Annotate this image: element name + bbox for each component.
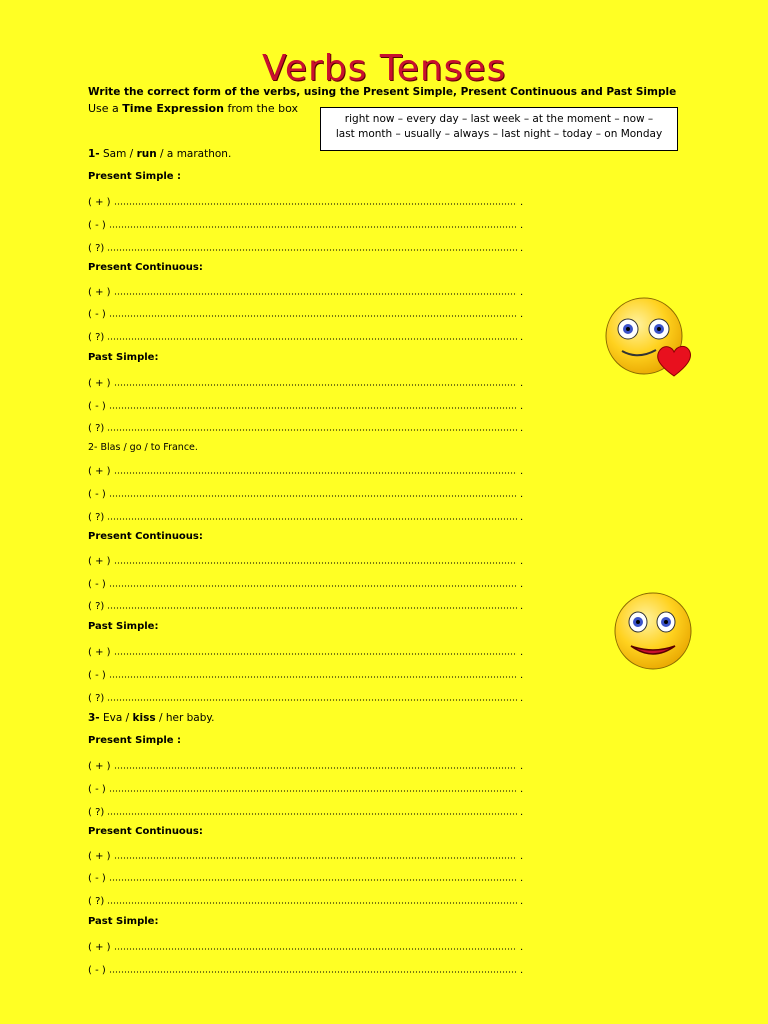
ex1-past-question-line[interactable] (88, 419, 528, 433)
ex2-ps-positive-line[interactable] (88, 462, 528, 476)
answer-dots (114, 645, 517, 655)
negative-mark: ( - ) (88, 965, 106, 975)
line-end: . (520, 309, 524, 319)
positive-mark: ( + ) (88, 197, 111, 207)
negative-mark: ( - ) (88, 220, 106, 230)
answer-dots (114, 285, 517, 295)
exercise-3-verb: kiss (132, 712, 156, 724)
ex2-ps-question-line[interactable] (88, 508, 528, 522)
positive-mark: ( + ) (88, 942, 111, 952)
ex1-pc-positive-line[interactable] (88, 283, 528, 297)
line-end: . (520, 647, 524, 657)
line-end: . (520, 601, 524, 611)
positive-mark: ( + ) (88, 851, 111, 861)
line-end: . (520, 556, 524, 566)
time-box-line-1: right now – every day – last week – at the moment – now – (344, 113, 654, 125)
answer-dots (107, 894, 517, 904)
answer-dots (107, 421, 517, 431)
exercise-2-prompt: 2- Blas / go / to France. (88, 442, 198, 453)
exercise-1-number: 1- (88, 148, 100, 160)
line-end: . (520, 466, 524, 476)
answer-dots (107, 330, 517, 340)
exercise-1-verb: run (136, 148, 157, 160)
time-expression-box (320, 107, 678, 151)
positive-mark: ( + ) (88, 556, 111, 566)
answer-dots (107, 805, 517, 815)
ex1-past-positive-line[interactable] (88, 374, 528, 388)
answer-dots (114, 849, 517, 859)
line-end: . (520, 761, 524, 771)
question-mark: ( ?) (88, 807, 105, 817)
question-mark: ( ?) (88, 601, 105, 611)
negative-mark: ( - ) (88, 784, 106, 794)
ex1-ps-positive-line[interactable] (88, 193, 528, 207)
answer-dots (109, 307, 517, 317)
ex3-pc-negative-line[interactable] (88, 869, 528, 883)
exercise-3-rest: / her baby. (158, 712, 215, 724)
ex3-ps-negative-line[interactable] (88, 780, 528, 794)
ex1-past-simple-heading: Past Simple: (88, 352, 159, 363)
answer-dots (109, 577, 517, 587)
instruction-line-1: Write the correct form of the verbs, using the Present Simple, Present Continuous and Past Simple (88, 86, 677, 98)
exercise-3-prompt (88, 711, 528, 725)
ex3-pc-question-line[interactable] (88, 892, 528, 906)
negative-mark: ( - ) (88, 579, 106, 589)
line-end: . (520, 287, 524, 297)
answer-dots (109, 668, 517, 678)
answer-dots (114, 940, 517, 950)
question-mark: ( ?) (88, 243, 105, 253)
line-end: . (520, 670, 524, 680)
answer-dots (114, 376, 517, 386)
worksheet-title: Verbs Tenses (262, 48, 507, 89)
answer-dots (107, 691, 517, 701)
positive-mark: ( + ) (88, 287, 111, 297)
question-mark: ( ?) (88, 512, 105, 522)
question-mark: ( ?) (88, 896, 105, 906)
answer-dots (109, 782, 517, 792)
smiley-heart-icon (600, 296, 696, 378)
exercise-1-subject: Sam / (103, 148, 134, 160)
ex1-ps-question-line[interactable] (88, 239, 528, 253)
ex2-pc-negative-line[interactable] (88, 575, 528, 589)
positive-mark: ( + ) (88, 647, 111, 657)
negative-mark: ( - ) (88, 670, 106, 680)
instruction-prefix: Use a (88, 102, 119, 115)
ex1-pc-negative-line[interactable] (88, 305, 528, 319)
ex3-past-simple-heading: Past Simple: (88, 916, 159, 927)
answer-dots (107, 510, 517, 520)
ex3-present-continuous-heading: Present Continuous: (88, 826, 203, 837)
instruction-suffix: from the box (227, 102, 298, 115)
exercise-3-number: 3- (88, 712, 100, 724)
answer-dots (109, 871, 517, 881)
line-end: . (520, 784, 524, 794)
answer-dots (114, 759, 517, 769)
ex3-past-negative-line[interactable] (88, 961, 528, 975)
ex3-present-simple-heading: Present Simple : (88, 735, 182, 746)
answer-dots (109, 218, 517, 228)
smiley-grin-icon (611, 592, 695, 672)
ex2-pc-question-line[interactable] (88, 597, 528, 611)
negative-mark: ( - ) (88, 309, 106, 319)
ex2-past-simple-heading: Past Simple: (88, 621, 159, 632)
line-end: . (520, 896, 524, 906)
line-end: . (520, 423, 524, 433)
ex1-present-simple-heading: Present Simple : (88, 171, 182, 182)
question-mark: ( ?) (88, 423, 105, 433)
ex1-present-continuous-heading: Present Continuous: (88, 262, 203, 273)
line-end: . (520, 512, 524, 522)
ex2-past-positive-line[interactable] (88, 643, 528, 657)
line-end: . (520, 378, 524, 388)
answer-dots (114, 464, 517, 474)
answer-dots (107, 599, 517, 609)
ex2-past-question-line[interactable] (88, 689, 528, 703)
ex2-pc-positive-line[interactable] (88, 552, 528, 566)
ex1-past-negative-line[interactable] (88, 397, 528, 411)
answer-dots (109, 963, 517, 973)
line-end: . (520, 243, 524, 253)
line-end: . (520, 489, 524, 499)
line-end: . (520, 579, 524, 589)
answer-dots (109, 399, 517, 409)
ex3-pc-positive-line[interactable] (88, 847, 528, 861)
exercise-1-prompt (88, 147, 528, 161)
exercise-1-rest: / a marathon. (160, 148, 232, 160)
line-end: . (520, 220, 524, 230)
positive-mark: ( + ) (88, 466, 111, 476)
line-end: . (520, 401, 524, 411)
ex2-present-continuous-heading: Present Continuous: (88, 531, 203, 542)
negative-mark: ( - ) (88, 489, 106, 499)
ex1-ps-negative-line[interactable] (88, 216, 528, 230)
question-mark: ( ?) (88, 693, 105, 703)
line-end: . (520, 807, 524, 817)
ex2-ps-negative-line[interactable] (88, 485, 528, 499)
answer-dots (114, 554, 517, 564)
line-end: . (520, 873, 524, 883)
line-end: . (520, 197, 524, 207)
ex3-past-positive-line[interactable] (88, 938, 528, 952)
answer-dots (114, 195, 517, 205)
ex3-ps-question-line[interactable] (88, 803, 528, 817)
exercise-3-subject: Eva / (103, 712, 130, 724)
negative-mark: ( - ) (88, 401, 106, 411)
line-end: . (520, 693, 524, 703)
ex1-pc-question-line[interactable] (88, 328, 528, 342)
line-end: . (520, 851, 524, 861)
instruction-bold: Time Expression (122, 102, 224, 115)
instruction-line-2 (88, 102, 298, 115)
positive-mark: ( + ) (88, 378, 111, 388)
positive-mark: ( + ) (88, 761, 111, 771)
line-end: . (520, 332, 524, 342)
time-box-line-2: last month – usually – always – last night – today – on Monday (335, 128, 663, 140)
question-mark: ( ?) (88, 332, 105, 342)
answer-dots (107, 241, 517, 251)
line-end: . (520, 942, 524, 952)
ex2-past-negative-line[interactable] (88, 666, 528, 680)
negative-mark: ( - ) (88, 873, 106, 883)
answer-dots (109, 487, 517, 497)
line-end: . (520, 965, 524, 975)
ex3-ps-positive-line[interactable] (88, 757, 528, 771)
